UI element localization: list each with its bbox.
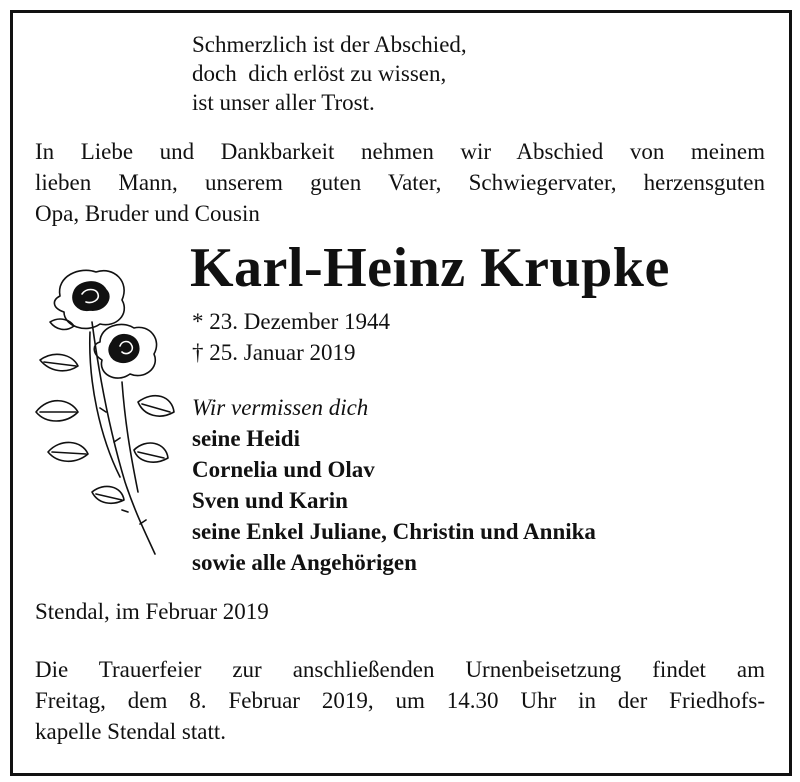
mourner-name: Sven und Karin: [192, 488, 348, 513]
funeral-service-notice: [35, 654, 765, 747]
mourner-name: sowie alle Angehörigen: [192, 550, 417, 575]
verse-line: Schmerzlich ist der Abschied,: [192, 32, 467, 57]
intro-line: lieben Mann, unserem guten Vater, Schwiegervater, herzensguten: [35, 170, 765, 195]
mourner-name: Cornelia und Olav: [192, 457, 375, 482]
mourner-name: seine Heidi: [192, 426, 300, 451]
mourner-name: seine Enkel Juliane, Christin und Annika: [192, 519, 596, 544]
memorial-verse: [192, 30, 467, 117]
service-line: Freitag, dem 8. Februar 2019, um 14.30 Uhr in der Friedhofs-: [35, 688, 765, 713]
service-line: Die Trauerfeier zur anschließenden Urnenbeisetzung findet am: [35, 657, 765, 682]
roses-illustration: [30, 262, 180, 562]
verse-line: ist unser aller Trost.: [192, 90, 375, 115]
intro-text: [35, 136, 765, 229]
death-date: † 25. Januar 2019: [192, 340, 356, 365]
life-dates: [192, 306, 390, 368]
service-line: kapelle Stendal statt.: [35, 719, 226, 744]
intro-line: In Liebe und Dankbarkeit nehmen wir Abschied von meinem: [35, 139, 765, 164]
deceased-name: Karl-Heinz Krupke: [190, 237, 670, 299]
mourners-heading: Wir vermissen dich: [192, 395, 369, 420]
verse-line: doch dich erlöst zu wissen,: [192, 61, 447, 86]
place-and-date: Stendal, im Februar 2019: [35, 599, 269, 624]
intro-line: Opa, Bruder und Cousin: [35, 201, 260, 226]
mourners-block: [192, 392, 596, 578]
birth-date: * 23. Dezember 1944: [192, 309, 390, 334]
